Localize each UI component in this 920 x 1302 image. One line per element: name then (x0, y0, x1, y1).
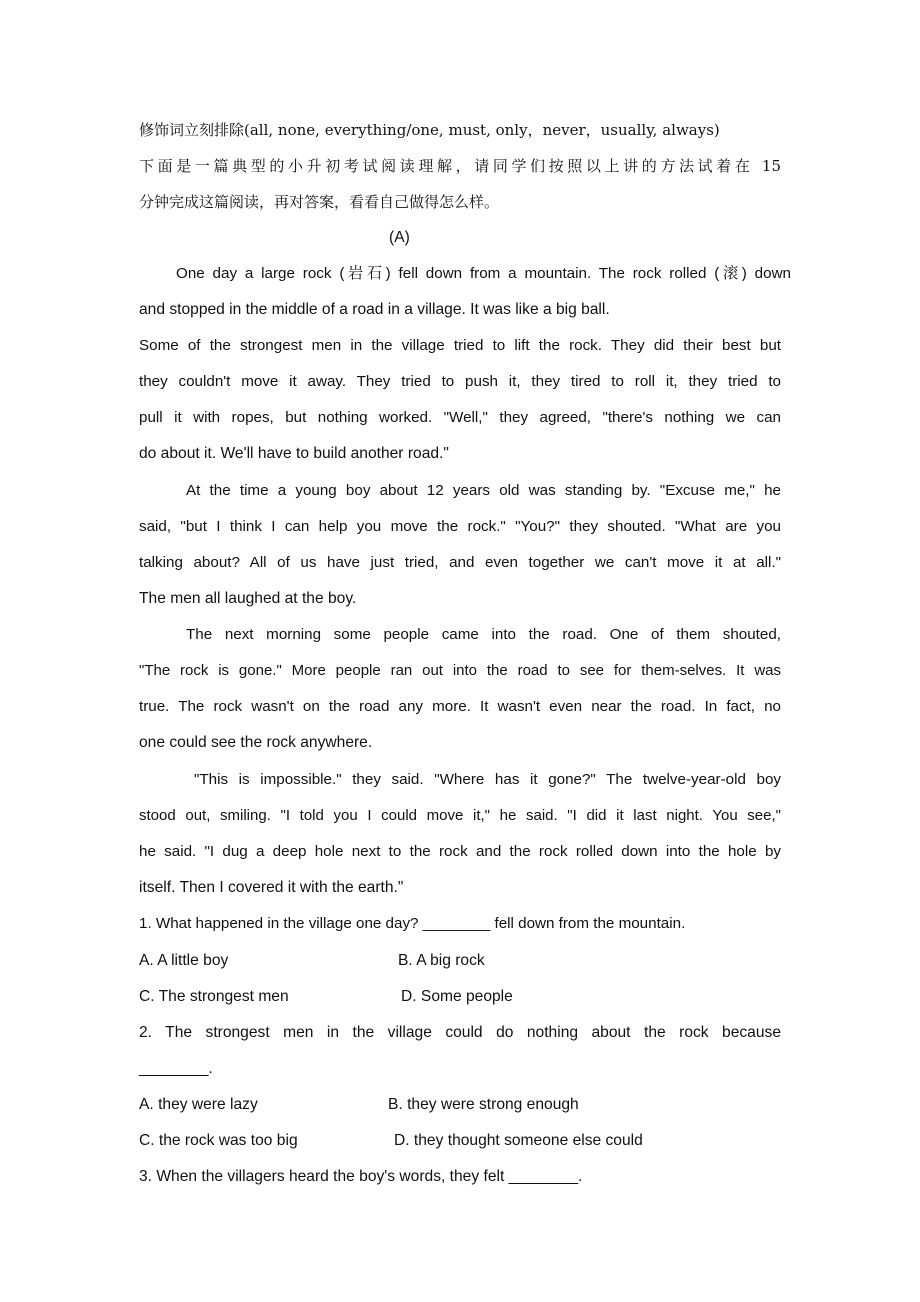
question-1-option-c: C. The strongest men (139, 988, 289, 1005)
passage-line: Some of the strongest men in the village tried to lift the rock. They did their best but (139, 337, 781, 354)
passage-line: itself. Then I covered it with the earth." (139, 879, 404, 896)
passage-line: talking about? All of us have just tried, and even together we can't move it at all." (139, 554, 781, 571)
intro-line: 下面是一篇典型的小升初考试阅读理解，请同学们按照以上讲的方法试着在 15 (139, 157, 781, 175)
intro-line: 修饰词立刻排除(all, none, everything/one, must, only，never，usually, always) (139, 121, 720, 139)
question-2-option-c: C. the rock was too big (139, 1132, 298, 1149)
passage-line: One day a large rock (岩石) fell down from a mountain. The rock rolled (滚) down (176, 265, 791, 282)
question-2-option-b: B. they were strong enough (388, 1096, 579, 1113)
question-2-option-d: D. they thought someone else could (394, 1132, 643, 1149)
question-1-option-b: B. A big rock (398, 952, 485, 969)
question-1-option-d: D. Some people (401, 988, 513, 1005)
passage-line: stood out, smiling. "I told you I could move it," he said. "I did it last night. You see," (139, 807, 781, 824)
passage-line: do about it. We'll have to build another road." (139, 445, 449, 462)
passage-line: At the time a young boy about 12 years old was standing by. "Excuse me," he (186, 482, 781, 499)
passage-line: true. The rock wasn't on the road any more. It wasn't even near the road. In fact, no (139, 698, 781, 715)
passage-line: one could see the rock anywhere. (139, 734, 373, 751)
passage-line: they couldn't move it away. They tried to push it, they tired to roll it, they tried to (139, 373, 781, 390)
passage-line: The next morning some people came into the road. One of them shouted, (186, 626, 781, 643)
passage-line: "The rock is gone." More people ran out into the road to see for them-selves. It was (139, 662, 781, 679)
intro-line: 分钟完成这篇阅读，再对答案，看看自己做得怎么样。 (139, 193, 500, 211)
passage-title: (A) (389, 229, 410, 246)
question-1-stem: 1. What happened in the village one day? ________ fell down from the mountain. (139, 915, 686, 932)
question-1-option-a: A. A little boy (139, 952, 229, 969)
question-3-stem: 3. When the villagers heard the boy's words, they felt ________. (139, 1168, 583, 1185)
passage-line: he said. "I dug a deep hole next to the rock and the rock rolled down into the hole by (139, 843, 781, 860)
question-2-stem-cont: ________. (139, 1060, 213, 1077)
passage-line: and stopped in the middle of a road in a village. It was like a big ball. (139, 301, 610, 318)
passage-line: "This is impossible." they said. "Where has it gone?" The twelve-year-old boy (194, 771, 781, 788)
passage-line: said, "but I think I can help you move the rock." "You?" they shouted. "What are you (139, 518, 781, 535)
question-2-option-a: A. they were lazy (139, 1096, 258, 1113)
passage-line: The men all laughed at the boy. (139, 590, 357, 607)
question-2-stem: 2. The strongest men in the village could do nothing about the rock because (139, 1024, 781, 1041)
passage-line: pull it with ropes, but nothing worked. "Well," they agreed, "there's nothing we can (139, 409, 781, 426)
